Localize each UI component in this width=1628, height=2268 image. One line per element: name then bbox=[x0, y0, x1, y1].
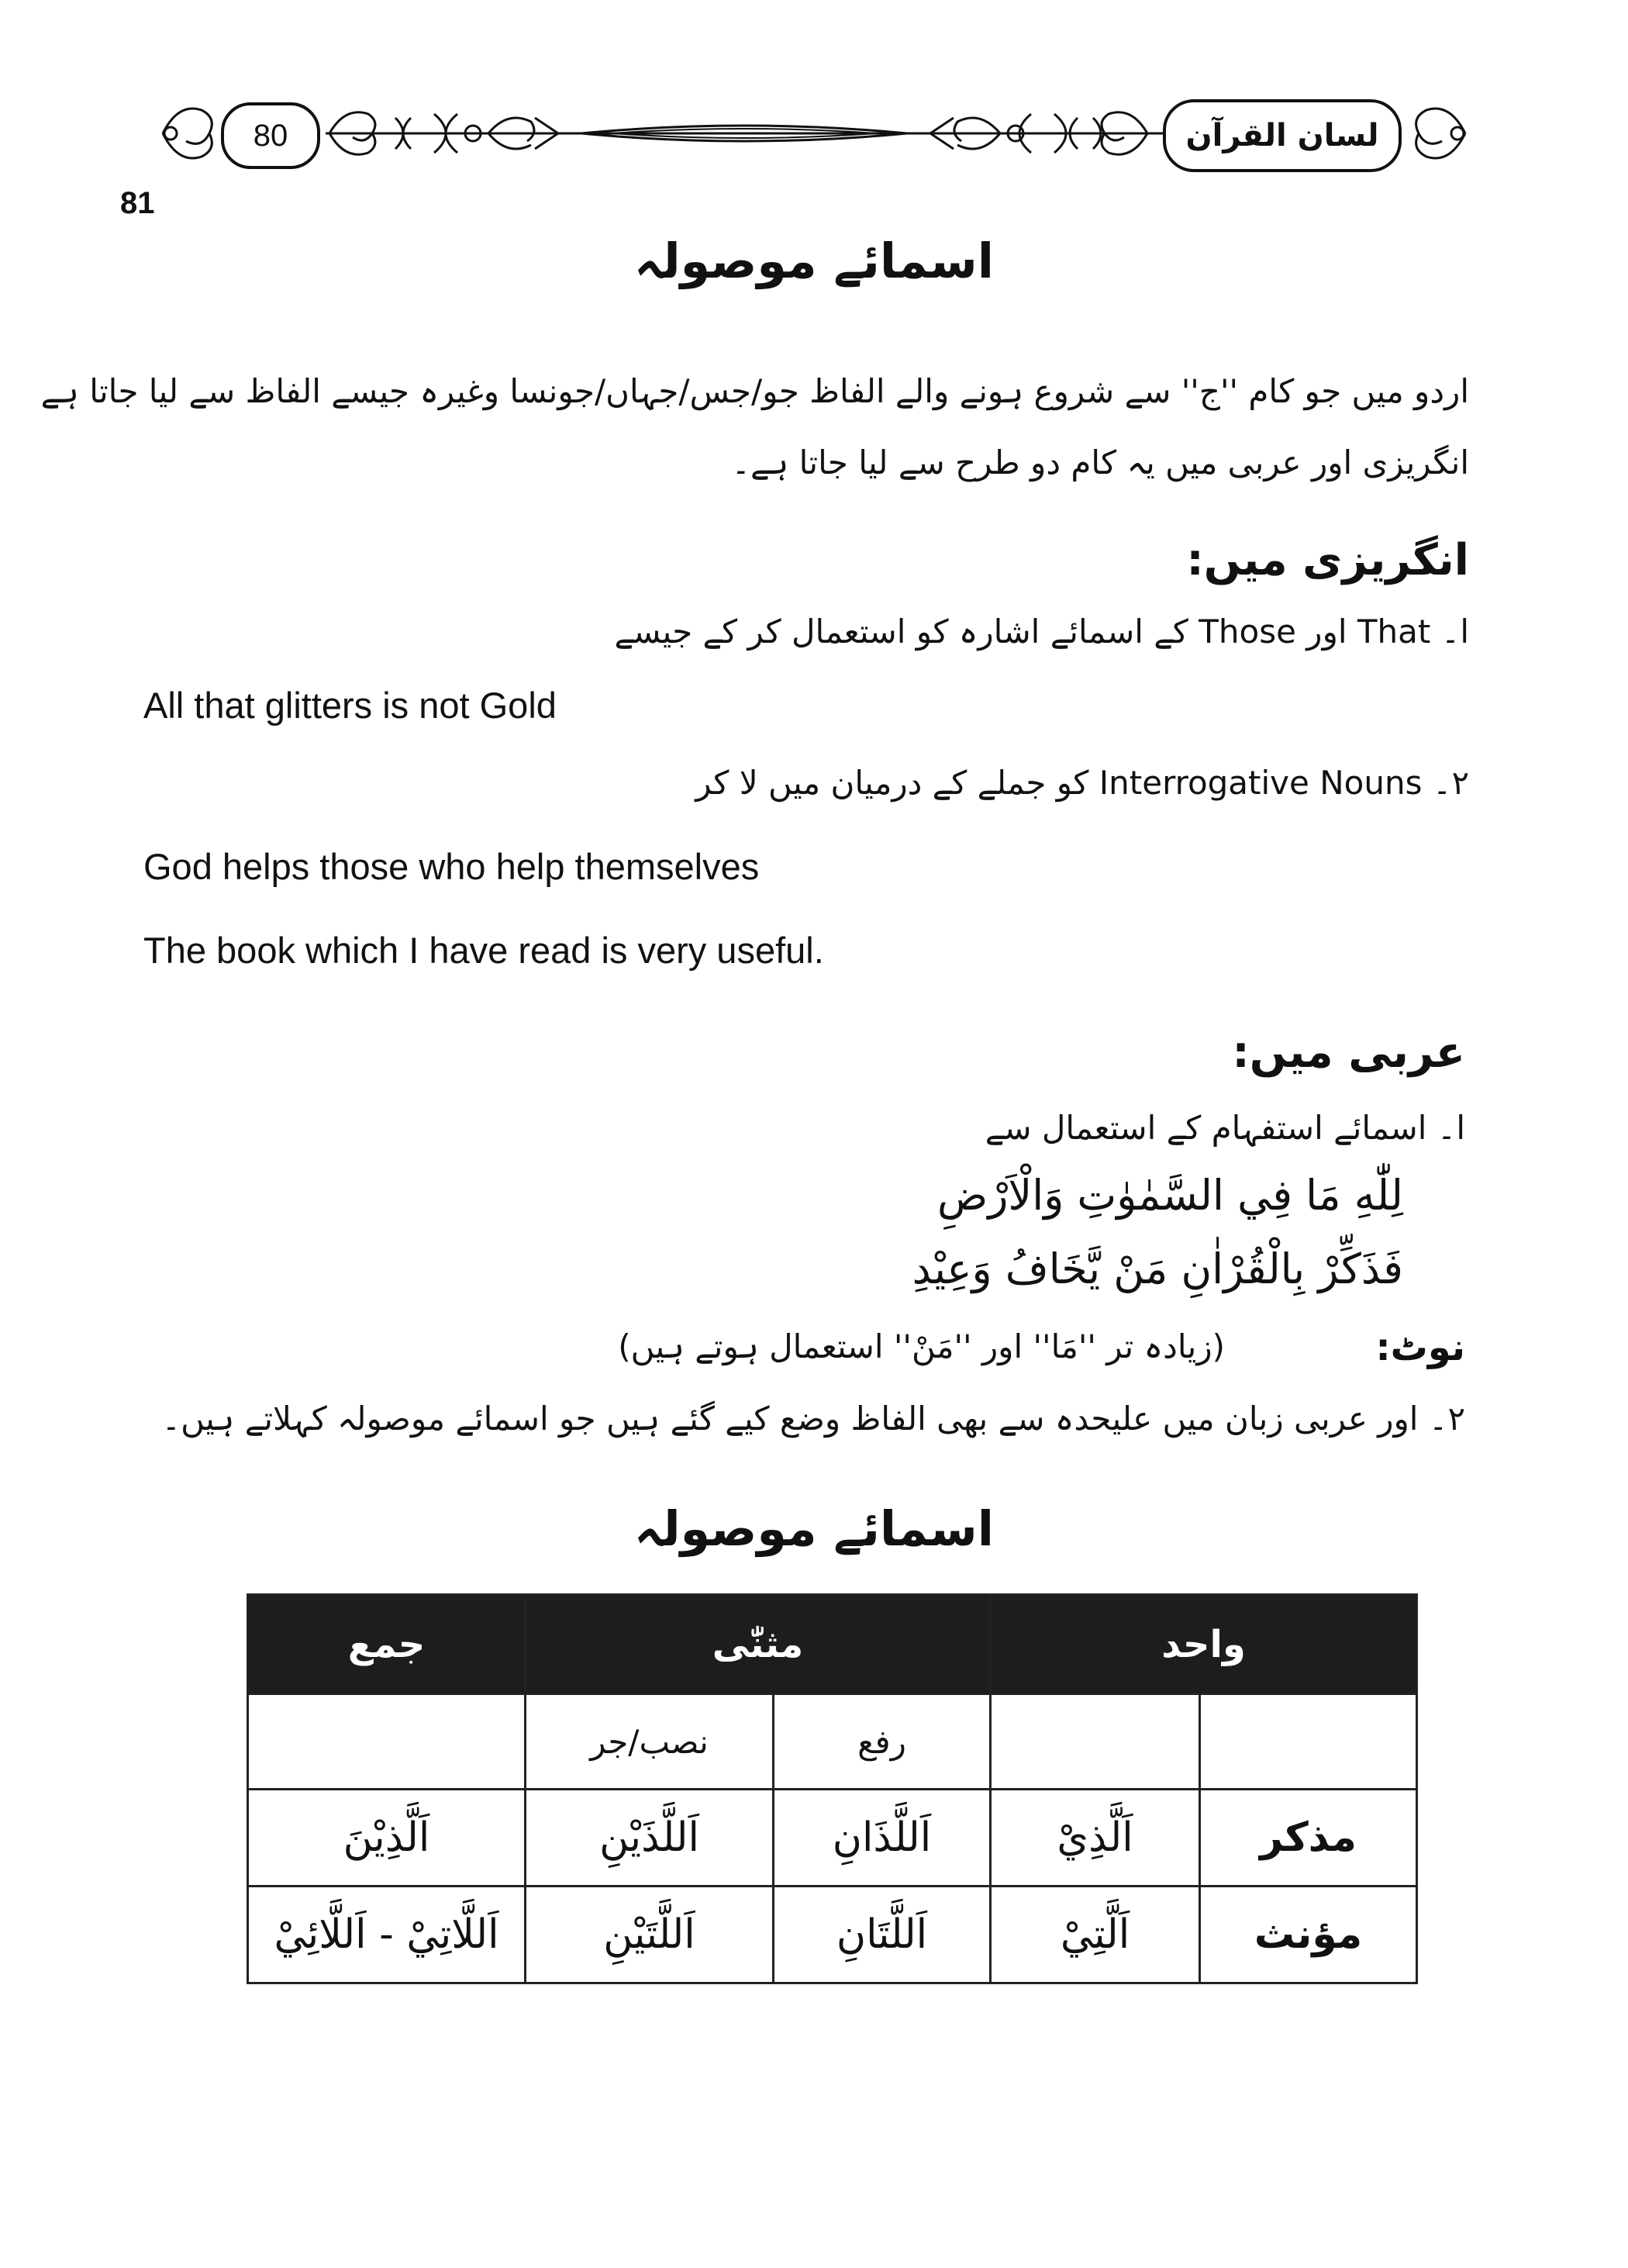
cell-fem-dual-acc: اَللَّتَيْنِ bbox=[526, 1887, 774, 1983]
row-label-masculine: مذکر bbox=[1200, 1790, 1417, 1887]
subheader-empty-plural bbox=[248, 1694, 526, 1790]
english-example-1: All that glitters is not Gold bbox=[143, 685, 557, 726]
arabic-item-1: ا۔ اسمائے استفہام کے استعمال سے bbox=[985, 1109, 1465, 1147]
cell-masc-singular: اَلَّذِيْ bbox=[991, 1790, 1200, 1887]
table-header-row bbox=[248, 1595, 1417, 1694]
cell-masc-dual-acc: اَللَّذَيْنِ bbox=[526, 1790, 774, 1887]
english-section-heading: انگریزی میں: bbox=[1186, 535, 1469, 585]
quran-verse-2: فَذَكِّرْ بِالْقُرْاٰنِ مَنْ يَّخَافُ وَعِيْدِ bbox=[912, 1244, 1403, 1293]
header-plural: جمع bbox=[248, 1595, 526, 1694]
subheader-empty-singular bbox=[991, 1694, 1200, 1790]
cell-fem-plural: اَللَّاتِيْ - اَللَّائِيْ bbox=[248, 1887, 526, 1983]
row-label-feminine: مؤنث bbox=[1200, 1887, 1417, 1983]
subheader-accusative: نصب/جر bbox=[526, 1694, 774, 1790]
table-row bbox=[248, 1887, 1417, 1983]
intro-line-1: اردو میں جو کام ''ج'' سے شروع ہونے والے الفاظ جو/جس/جہاں/جونسا وغیرہ جیسے الفاظ سے لیا جاتا ہے bbox=[40, 372, 1469, 410]
cell-fem-dual-nom: اَللَّتَانِ bbox=[774, 1887, 991, 1983]
table-row bbox=[248, 1790, 1417, 1887]
relative-pronouns-table bbox=[247, 1593, 1418, 1984]
note-text: (زیادہ تر ''مَا'' اور ''مَنْ'' استعمال ہوتے ہیں) bbox=[618, 1327, 1225, 1365]
note-label: نوٹ: bbox=[1375, 1326, 1465, 1369]
english-example-2: God helps those who help themselves bbox=[143, 846, 760, 887]
book-title-badge: لسان القرآن bbox=[1163, 99, 1402, 172]
cell-masc-plural: اَلَّذِيْنَ bbox=[248, 1790, 526, 1887]
arabic-section-heading: عربی میں: bbox=[1232, 1027, 1465, 1078]
english-item-2: ۲۔ Interrogative Nouns کو جملے کے درمیان میں لا کر bbox=[695, 764, 1469, 802]
quran-verse-1: لِلّٰهِ مَا فِي السَّمٰوٰتِ وَالْاَرْضِ bbox=[937, 1171, 1403, 1220]
scanned-page-number: 81 bbox=[120, 186, 155, 220]
arabic-item-2: ۲۔ اور عربی زبان میں علیحدہ سے بھی الفاظ وضع کیے گئے ہیں جو اسمائے موصولہ کہلاتے ہیں۔ bbox=[161, 1400, 1465, 1438]
english-example-3: The book which I have read is very useful. bbox=[143, 930, 824, 971]
intro-line-2: انگریزی اور عربی میں یہ کام دو طرح سے لیا جاتا ہے۔ bbox=[731, 444, 1469, 482]
page-number: 80 bbox=[221, 102, 320, 169]
table-title: اسمائے موصولہ bbox=[634, 1500, 994, 1557]
table-subheader-row bbox=[248, 1694, 1417, 1790]
subheader-empty-label bbox=[1200, 1694, 1417, 1790]
subheader-nominative: رفع bbox=[774, 1694, 991, 1790]
header-singular: واحد bbox=[991, 1595, 1417, 1694]
page-title: اسمائے موصولہ bbox=[634, 233, 994, 289]
cell-fem-singular: اَلَّتِيْ bbox=[991, 1887, 1200, 1983]
header-dual: مثنّٰی bbox=[526, 1595, 991, 1694]
cell-masc-dual-nom: اَللَّذَانِ bbox=[774, 1790, 991, 1887]
english-item-1: ا۔ That اور Those کے اسمائے اشارہ کو استعمال کر کے جیسے bbox=[614, 613, 1469, 651]
